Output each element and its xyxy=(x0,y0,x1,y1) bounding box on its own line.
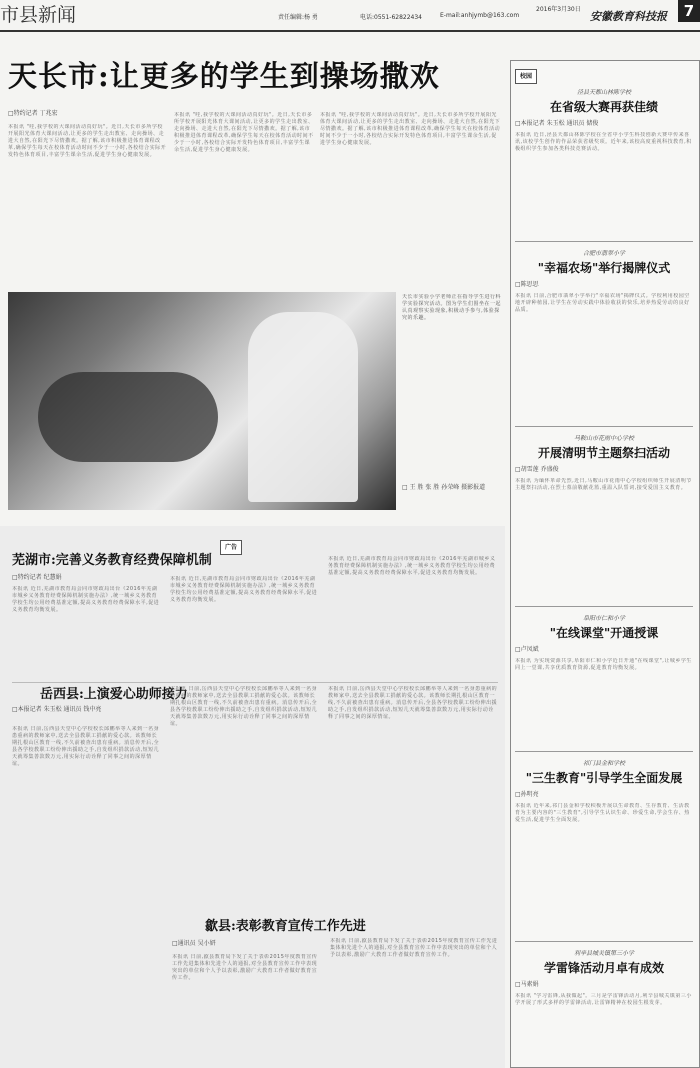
header-phone: 电话:0551-62822434 xyxy=(360,14,422,21)
photo-caption: 天长市实验小学老师正在指导学生进行科学实验探究活动。图为学生们围坐在一起认真观察实验现象,积极动手参与,体验探究的乐趣。 xyxy=(402,294,502,321)
sidebar-item xyxy=(515,606,693,749)
main-byline: □特约记者 丁兆宏 xyxy=(8,110,58,117)
sidebar-item-title: "在线课堂"开通授课 xyxy=(549,626,659,640)
sidebar-item-school: 祁门县金和学校 xyxy=(582,760,625,767)
inset-story2-body-a: 本报讯 日前,岳西县天堂中心学校校长邱鹏举等人来到一名身患重病的教师家中,送去全县教职工捐献的爱心款。该教师长期扎根山区教育一线,不久前被查出患有重病。消息传开后,全县各学校教职工纷纷伸出援助之手,自发组织捐款活动,短短几天就筹集善款数万元,用实际行动诠释了同事之间的深厚情谊。 xyxy=(12,726,160,767)
inset-label-badge: 广告 xyxy=(220,540,242,555)
sidebar-item-title: "三生教育"引导学生全面发展 xyxy=(525,771,683,785)
section-label: 市县新闻 xyxy=(0,4,77,26)
sidebar xyxy=(510,60,700,1068)
sidebar-item xyxy=(515,751,693,938)
sidebar-item-byline: □卢凤斌 xyxy=(515,646,539,653)
header-rule xyxy=(0,30,700,32)
sidebar-item-byline: □本报记者 朱玉松 通讯员 储俊 xyxy=(515,120,599,127)
sidebar-item xyxy=(515,426,693,605)
inset-story3-title: 歙县:表彰教育宣传工作先进 xyxy=(205,919,366,934)
sidebar-item-byline: □陈思思 xyxy=(515,281,539,288)
page-header xyxy=(0,0,700,34)
sidebar-item-title: 学雷锋活动月卓有成效 xyxy=(543,961,664,975)
sidebar-item xyxy=(515,81,693,241)
inset-story3-body-b: 本报讯 日前,歙县教育局下发了关于表彰2015年度教育宣传工作先进集体和先进个人的通报,对全县教育宣传工作中表现突出的单位和个人予以表彰,激励广大教育工作者做好教育宣传工作。 xyxy=(330,938,498,958)
sidebar-item-school: 合肥市翡翠小学 xyxy=(582,250,625,257)
page-number: 7 xyxy=(678,0,700,22)
sidebar-item-school: 泾县天都山林陈学校 xyxy=(576,89,631,96)
inset-divider xyxy=(12,682,498,683)
paper-name: 安徽教育科技报 xyxy=(590,10,667,23)
sidebar-item-byline: □马素娟 xyxy=(515,981,539,988)
sidebar-item-title: 在省级大赛再获佳绩 xyxy=(549,100,658,114)
sidebar-item-body: 本报讯 近日,泾县天都山林陈学校在全省中小学生科技创新大赛中传来喜讯,该校学生创作的作品荣获省级奖项。近年来,该校高度重视科技教育,积极组织学生参加各类科技竞赛活动。 xyxy=(515,132,692,152)
sidebar-item xyxy=(515,941,693,1066)
sidebar-item-body: 本报讯 近年来,祁门县金和学校积极开展以生命教育、生存教育、生活教育为主要内容的"三生教育",引导学生认识生命、珍爱生命,学会生存、热爱生活,促进学生全面发展。 xyxy=(515,803,690,823)
inset-story1-body-b: 本报讯 近日,芜湖市教育局会同市财政局出台《2016年芜湖市城乡义务教育经费保障机制实施办法》,统一城乡义务教育学校生均公用经费基准定额,提高义务教育经费保障水平,促进义务教育均衡发展。 xyxy=(170,576,318,603)
sidebar-item-body: 本报讯 为缅怀革命先烈,近日,马鞍山市花雨中心学校组织师生开展清明节主题祭扫活动,在烈士墓前敬献花篮,重温入队誓词,接受爱国主义教育。 xyxy=(515,478,692,491)
sidebar-item-school: 利辛县城关镇第三小学 xyxy=(573,950,634,957)
sidebar-item-school: 马鞍山市花雨中心学校 xyxy=(573,435,634,442)
sidebar-item-title: 开展清明节主题祭扫活动 xyxy=(537,446,670,460)
inset-story2-byline: □本报记者 朱玉松 通讯员 钱中亮 xyxy=(12,706,102,713)
inset-story1-byline: □特约记者 纪慧娟 xyxy=(12,574,62,581)
photo-figure-teacher xyxy=(248,312,358,502)
inset-box xyxy=(0,526,505,1068)
inset-story1-body-c: 本报讯 近日,芜湖市教育局会同市财政局出台《2016年芜湖市城乡义务教育经费保障机制实施办法》,统一城乡义务教育学校生均公用经费基准定额,提高义务教育经费保障水平,促进义务教育均衡发展。 xyxy=(328,556,496,576)
sidebar-item-body: 本报讯 日前,合肥市翡翠小学举行"幸福农场"揭牌仪式。学校利用校园空地开辟种植园,让学生在劳动实践中体验收获的快乐,培养热爱劳动的良好品质。 xyxy=(515,293,690,313)
news-photo xyxy=(8,292,396,510)
inset-story3-body-a: 本报讯 日前,歙县教育局下发了关于表彰2015年度教育宣传工作先进集体和先进个人的通报,对全县教育宣传工作中表现突出的单位和个人予以表彰,激励广大教育工作者做好教育宣传工作。 xyxy=(172,954,318,981)
sidebar-item-body: 本报讯 "学习雷锋,从我做起"。三月是学雷锋活动月,利辛县城关镇第三小学开展了形式多样的学雷锋活动,让雷锋精神在校园生根发芽。 xyxy=(515,993,692,1006)
inset-story2-title: 岳西县:上演爱心助师接力 xyxy=(40,687,188,702)
inset-story2-body-b: 本报讯 日前,岳西县天堂中心学校校长邱鹏举等人来到一名身患重病的教师家中,送去全县教职工捐献的爱心款。该教师长期扎根山区教育一线,不久前被查出患有重病。消息传开后,全县各学校教职工纷纷伸出援助之手,自发组织捐款活动,短短几天就筹集善款数万元,用实际行动诠释了同事之间的深厚情谊。 xyxy=(170,686,318,727)
main-body-col3: 本报讯 "哇,我学校的大课间活动真好玩"。近日,天长市多所学校开展阳光体育大课间活动,让更多的学生走出教室、走向操场、走进大自然,在阳光下尽情撒欢。据了解,该市积极推进体育课程改革,确保学生每天在校体育活动时间不少于一小时,各校结合实际开发特色体育项目,丰富学生课余生活,促进学生身心健康发展。 xyxy=(320,112,501,146)
inset-story1-body-a: 本报讯 近日,芜湖市教育局会同市财政局出台《2016年芜湖市城乡义务教育经费保障机制实施办法》,统一城乡义务教育学校生均公用经费基准定额,提高义务教育经费保障水平,促进义务教育均衡发展。 xyxy=(12,586,160,613)
photo-figure-students xyxy=(38,372,218,462)
main-body-col1: 本报讯 "哇,我学校的大课间活动真好玩"。近日,天长市多所学校开展阳光体育大课间活动,让更多的学生走出教室、走向操场、走进大自然,在阳光下尽情撒欢。据了解,该市积极推进体育课程改革,确保学生每天在校体育活动时间不少于一小时,各校结合实际开发特色体育项目,丰富学生课余生活,促进学生身心健康发展。 xyxy=(8,124,167,158)
photo-credit: □ 王 胜 张 胜 孙荣峰 摄影报道 xyxy=(402,484,486,491)
sidebar-item-title: "幸福农场"举行揭牌仪式 xyxy=(537,261,671,275)
inset-story2-body-c: 本报讯 日前,岳西县天堂中心学校校长邱鹏举等人来到一名身患重病的教师家中,送去全县教职工捐献的爱心款。该教师长期扎根山区教育一线,不久前被查出患有重病。消息传开后,全县各学校教职工纷纷伸出援助之手,自发组织捐款活动,短短几天就筹集善款数万元,用实际行动诠释了同事之间的深厚情谊。 xyxy=(328,686,498,720)
sidebar-item-body: 本报讯 为实现资源共享,阜阳市仁和小学近日开通"在线课堂",让城乡学生同上一堂课,共享优质教育资源,促进教育均衡发展。 xyxy=(515,658,692,671)
main-headline: 天长市:让更多的学生到操场撒欢 xyxy=(8,59,440,93)
header-editor: 责任编辑:杨 勇 xyxy=(278,14,318,21)
header-date: 2016年3月30日 xyxy=(536,6,581,13)
header-email: E-mail:anhjymb@163.com xyxy=(440,12,520,19)
inset-story3-byline: □通讯员 吴小妍 xyxy=(172,940,216,947)
inset-story1-title: 芜湖市:完善义务教育经费保障机制 xyxy=(12,553,212,568)
sidebar-item-byline: □孙明亮 xyxy=(515,791,539,798)
sidebar-label-badge: 校园 xyxy=(515,69,537,84)
sidebar-item xyxy=(515,241,693,424)
sidebar-item-school: 阜阳市仁和小学 xyxy=(582,615,625,622)
main-body-col2: 本报讯 "哇,我学校的大课间活动真好玩"。近日,天长市多所学校开展阳光体育大课间活动,让更多的学生走出教室、走向操场、走进大自然,在阳光下尽情撒欢。据了解,该市积极推进体育课程改革,确保学生每天在校体育活动时间不少于一小时,各校结合实际开发特色体育项目,丰富学生课余生活,促进学生身心健康发展。 xyxy=(174,112,314,153)
sidebar-item-byline: □胡雪莲 乔盛俊 xyxy=(515,466,559,473)
